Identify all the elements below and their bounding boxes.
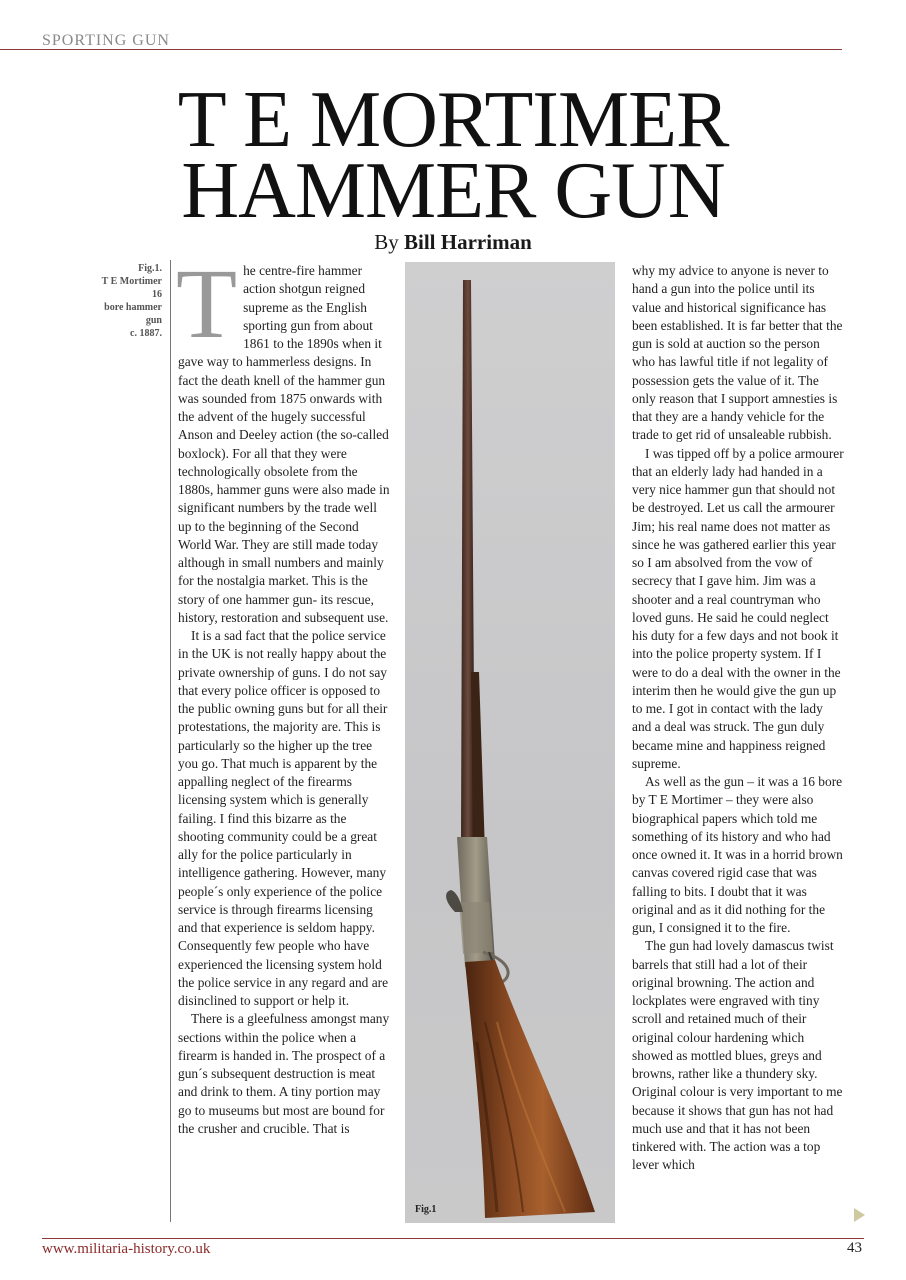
shotgun-photo xyxy=(405,262,615,1223)
caption-line: T E Mortimer 16 xyxy=(101,276,162,300)
hammer-gun-illustration xyxy=(405,262,615,1223)
drop-cap: T xyxy=(176,248,238,359)
page-number: 43 xyxy=(847,1240,862,1256)
byline-author: Bill Harriman xyxy=(404,230,532,254)
footer-rule xyxy=(42,1238,864,1239)
byline xyxy=(0,230,906,255)
byline-prefix: By xyxy=(374,230,399,254)
paragraph: I was tipped off by a police armourer that an elderly lady had handed in a very nice hammer gun that should not be destroyed. Let us call the armourer Jim; his real name does not matter as since he was gathered earlier this year so I am absolved from the vow of secrecy that I gave him. Jim was a shooter and a real countryman who loved guns. He said he could neglect his duty for a few days and not book it into the police property system. If I were to do a deal with the owner in the interim then he would give the gun up to me. I got in contact with the lady and a deal was struck. The gun duly became mine and happiness reigned supreme. xyxy=(632,445,844,771)
paragraph: It is a sad fact that the police service in the UK is not really happy about the private ownership of guns. I do not say that every police officer is opposed to the public owning guns but for all their protestations, the majority are. This is particularly so the higher up the tree you go. That much is apparent by the appalling neglect of the firearms licensing system which is generally failing. I find this bizarre as the shooting community could be a great ally for the police particularly in intelligence gathering. However, many people´s only experience of the police service is through firearms licensing and that experience is seldom happy. Consequently few people who have experienced the licensing system hold the police service in any regard and are disinclined to support or help it. xyxy=(178,628,389,1008)
header-rule xyxy=(0,49,842,50)
caption-line: Fig.1. xyxy=(138,263,162,274)
article-column-1 xyxy=(176,248,391,1138)
paragraph: why my advice to anyone is never to hand a gun into the police until its value and historical significance has been established. It is far better that the gun is sold at auction so the person who has lawful title if not legality of possession gets the value of it. The only reason that I support amnesties is that they are a handy vehicle for the trade to get rid of unsaleable rubbish. xyxy=(632,263,843,443)
caption-line: bore hammer gun xyxy=(104,302,162,326)
figure-label: Fig.1 xyxy=(415,1204,437,1215)
paragraph: There is a gleefulness amongst many sections within the police when a firearm is handed in. The prospect of a gun´s subsequent destruction is meat and drink to them. A tiny portion may go to museums but most are bound for the crusher and crucible. That is xyxy=(178,1011,390,1136)
caption-divider xyxy=(170,260,171,1222)
paragraph: The gun had lovely damascus twist barrels that still had a lot of their original browning. The action and lockplates were engraved with tiny scroll and retained much of their original colour hardening which showed as mottled blues, greys and browns, rather like a thundery sky. Original colour is very important to me because it shows that gun has not had much use and that it has not been tinkered with. The action was a top lever which xyxy=(632,938,843,1173)
figure-caption xyxy=(100,262,162,340)
paragraph: As well as the gun – it was a 16 bore by T E Mortimer – they were also biographical papers which told me something of its history and who had once owned it. It was in a horrid brown canvas covered rigid case that was falling to bits. I doubt that it was original and as it did nothing for the gun, I consigned it to the fire. xyxy=(632,774,843,935)
section-label: SPORTING GUN xyxy=(42,32,170,49)
article-title-line-1: T E MORTIMER xyxy=(177,76,729,164)
continue-arrow-icon xyxy=(854,1208,865,1222)
article-title-line-2: HAMMER GUN xyxy=(181,147,725,235)
paragraph-text: he centre-fire hammer action shotgun reigned supreme as the English sporting gun from about 1861 to the 1890s when it gave way to hammerless designs. In fact the death knell of the hammer gun was sounded from 1875 onwards with the advent of the hugely successful Anson and Deeley action (the so-called boxlock). For all that they were technologically obsolete from the 1880s, hammer guns were also made in significant numbers by the trade well up to the beginning of the Second World War. They are still made today although in small numbers and mainly for the nostalgia market. This is the story of one hammer gun- its rescue, history, restoration and subsequent use. xyxy=(178,263,390,625)
footer-url: www.militaria-history.co.uk xyxy=(42,1241,211,1257)
caption-line: c. 1887. xyxy=(130,328,162,339)
article-column-3 xyxy=(632,262,844,1175)
paragraph xyxy=(176,248,391,627)
